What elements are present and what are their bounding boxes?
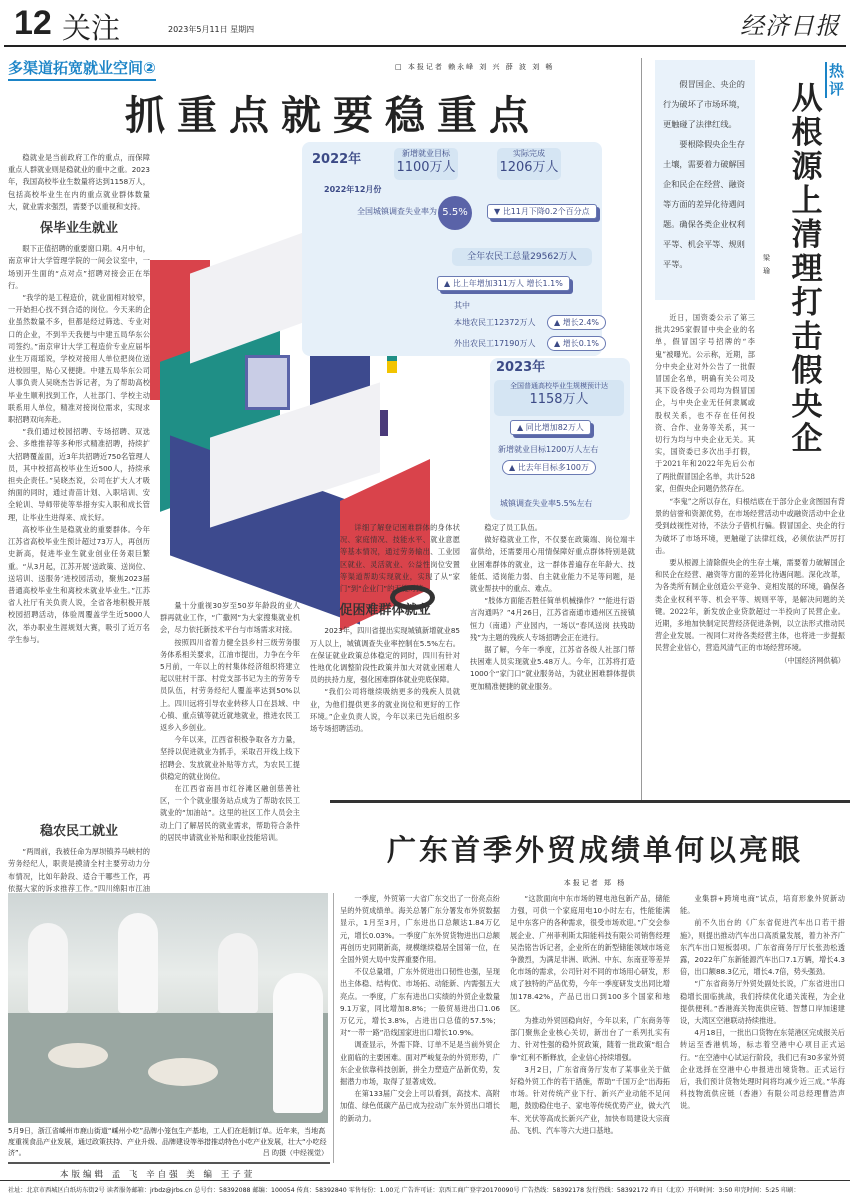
target-2023: 新增就业目标1200万人左右 <box>498 445 599 454</box>
target-2023-change: ▲ 比去年目标多100万 <box>502 460 596 475</box>
editor-credits: 本版编辑 孟 飞 辛自强 美 编 王子萱 <box>60 1170 256 1180</box>
graduates-change: ▲ 同比增加82万人 <box>510 420 591 435</box>
section-name: 关注 <box>62 11 121 45</box>
photo-worker <box>273 973 323 1113</box>
stat-label: 新增就业目标 <box>402 149 450 158</box>
paragraph: 据了解，今年一季度，江苏省各级人社部门帮扶困难人员实现就业5.48万人。今年，江苏将打造1000个“家门口”就业服务站，为就业困难群体提供更加精准便捷的就业服务。 <box>470 645 635 691</box>
caption-text: 5月9日，浙江省嵊州市鹿山街道“嵊州小吃”品牌小笼包生产基地，工人们在赶制订单。近年来，当地高度重视食品产业发展，通过政策扶持、产业升级、品牌建设等举措推动特色小吃产业发展，壮大“小吃经济”。 <box>8 1127 327 1157</box>
graduates-stat <box>494 380 624 416</box>
unemployment-value: 5.5% <box>438 196 472 230</box>
page-number: 12 <box>14 4 52 42</box>
header-rule <box>4 45 846 47</box>
caption-rule <box>8 1162 330 1164</box>
article-headline: 抓重点就要稳重点 <box>125 93 541 139</box>
paragraph: “我们公司将继续吸纳更多的残疾人员就业，为他们提供更多的就业岗位和更好的工作环境。”企业负责人说，今年以来已先后组织多场专场招聘活动。 <box>310 687 460 734</box>
stat-value: 1206万人 <box>499 160 559 175</box>
highlight-text: 要根除假央企生存土壤，需要着力破解国企和民企在经营、融资等方面的差异化待遇问题。确保各类企业权利平等、机会平等、规则平等。 <box>663 139 745 269</box>
paragraph: 量十分重视30岁至50岁年龄段的业人群再就业工作，“广撒网”为大家搜集就业机会，尽力依托新技术平台与市场需求对接。 <box>160 601 300 635</box>
paragraph: 3月2日，广东省商务厅发布了某事业关于做好稳外贸工作的若干措施，帮助“千国万企”出海拓市场。针对传统产业下行、新兴产业动能不足问题，鼓励稳住电子、家电等传统优势产业，做大汽车、光伏等高成长新兴产业，加快布局建设大宗商品、飞机、汽车等六大进口基地。 <box>510 1064 670 1135</box>
photo-worker <box>218 933 258 1013</box>
local-change: ▲ 增长2.4% <box>547 315 606 330</box>
photo-credit: 吕 昀摄（中经视觉） <box>262 1149 328 1157</box>
commentary-source: （中国经济网供稿） <box>780 655 845 665</box>
lead-paragraph: 稳就业是当前政府工作的重点，而保障重点人群就业则是稳就业的重中之重。2023年，我国高校毕业生数量将达到1158万人，包括高校毕业生在内的重点就业群体数量大，就业需求强烈，需要予以重视和支持。 <box>8 153 150 211</box>
paragraph: “这款面向中东市场的锂电池包新产品，储能力强，可供一个家庭用电10小时左右，性能能满足中东客户的各种需求，很受市场欢迎。”广交会参展企业、广州菲利斯太阳能科技有限公司销售经理吴浩铭告诉记者，企业所在的新型储能领域市场竞争激烈，为满足非洲、欧洲、中东、东南亚等差异化市场的需求，公司针对不同的市场用心研发，形成了独特的产品优势，今年一季度研发支出同比增加178.42%，产品已出口到100多个国家和地区。 <box>510 894 670 1013</box>
outbound-change: ▲ 增长0.1% <box>547 336 606 351</box>
article-column-2 <box>160 600 300 842</box>
paragraph: 在江西省南昌市红谷滩区融创慈善社区，一个个就业服务站点成为了帮助农民工就业的“加油站”。这里的社区工作人员会主动上门了解居民的就业需求，帮助符合条件的居民申请就业补贴和职业技能培训。 <box>160 784 300 842</box>
paragraph: “李鬼”之所以存在，归根结底在于部分企业贪图国有背景的信誉和资源优势，在市场经营活动中或融资活动中企业受到歧视性对待，不法分子借机行骗。假冒国企、央企的行为破坏了市场环境，更触碰了法律红线，必须依法严厉打击。 <box>655 497 845 555</box>
paragraph: 稳定了员工队伍。 <box>484 523 542 532</box>
column-divider <box>333 893 334 1163</box>
stat-label: 实际完成 <box>513 149 545 158</box>
monitor-icon <box>245 355 290 410</box>
photo-worker <box>118 913 158 1013</box>
subheading: 保毕业生就业 <box>39 221 118 237</box>
paragraph: 做好稳就业工作，不仅要在政策端、岗位端丰富供给，还需要用心用情保障好重点群体特别是就业困难群体的就业，这一群体普遍存在年龄大、技能低、适岗能力弱、自主就业能力不足等问题，是就业帮扶中的重点、难点。 <box>470 535 635 594</box>
photo-tray <box>48 1043 108 1068</box>
paragraph: 高校毕业生是稳就业的重要群体。今年江苏省高校毕业生预计超过73万人，再创历史新高，促进毕业生就业创业任务艰巨繁重。“从3月起，江苏开展‘送政策、送岗位、送培训、送服务’进校园活动，聚焦2023届普通高校毕业生和离校未就业毕业生。”江苏省人社厅有关负责人说，全省各地积极开展校园招聘活动，体验周覆盖学生近5000人次，举办职业生涯规划大赛，吸引了近万名学生参与。 <box>8 524 150 644</box>
commentary-headline: 从根源上清理打击假央企 <box>791 81 823 457</box>
article2-byline: 本报记者 郑 杨 <box>563 879 627 887</box>
article2-column-1 <box>340 893 500 1171</box>
infographic-2022-panel <box>302 142 602 356</box>
paragraph: “我学的是工程造价，就业面相对较窄，一开始担心找不到合适的岗位。今天来的企业虽然数量不多，但都是经过筛选、专业对口的企业，不到半天我便与中建五局华东公司签约。”南京审计大学工程造价专业应届毕业生万雨瑶说，学校对接用人单位把岗位送进校园里，贴心又便捷。中建五局华东公司人事负责人吴晓杰告诉记者，为了帮助高校毕业生顺利找到工作，人社部门、学校主动联系用人单位，精准对接岗位需求，实现求职招聘双向奔赴。 <box>8 293 150 425</box>
stat-value: 1158万人 <box>529 392 589 407</box>
paragraph: 前不久出台的《广东省促进汽车出口若干措施》，则提出推动汽车出口高质量发展，着力补齐广东汽车出口短板弱项。广东省商务厅厅长张劲松透露，2022年广东新能源汽车出口7.1万辆，增长4.3倍，出口额88.3亿元，增长4.7倍，势头强劲。 <box>680 918 845 977</box>
paragraph: “广东省商务厅外贸处副处长说，广东省进出口稳增长面临挑战，我们持续优化通关流程，为企业提供便利。”香港海关物流供应链、智慧口岸加速建设，大湾区空港联动持续推进。 <box>680 979 845 1026</box>
paragraph: 要从根源上清除假央企的生存土壤，需要着力破解国企和民企在经营、融资等方面的差异化待遇问题。深化改革，为各类所有制企业创造公平竞争、竞相发展的环境，确保各类企业权利平等、机会平等、规则平等，是解决问题的关键。2022年，新发放企业贷款超过一半投向了民营企业。近期，多地加快制定民营经济促进条例，以立法形式推动民营企业发展。一视同仁对待各类经营主体，也将进一步提振民营企业信心，营造风清气正的市场经营环境。 <box>655 558 845 653</box>
unemployment-change: ▼ 比11月下降0.2个百分点 <box>487 204 597 219</box>
paragraph: 在第133届广交会上可以看到，高技术、高附加值、绿色低碳产品已成为拉动广东外贸出口增长的新动力。 <box>340 1089 500 1123</box>
article-column-4 <box>470 522 635 798</box>
paragraph: 调查显示，外需下降、订单不足是当前外贸企业面临的主要困难。面对严峻复杂的外贸形势，广东企业依靠科技创新，拼全力塑造产品新优势，发掘潜力市场，取得了显著成效。 <box>340 1040 500 1087</box>
outbound-migrants: 外出农民工17190万人 <box>454 339 536 348</box>
stat-value: 1100万人 <box>396 160 456 175</box>
paragraph: “我们通过校园招聘、专场招聘、双选会、多维推荐等多种形式精准招聘，持续扩大招聘覆盖面，近3年共招聘近750名管理人员，其中校招高校毕业生近500人，持续承担央企责任。”吴晓杰说，公司在扩大人才吸纳面的同时，通过青苗计划、入职培训、安全轮训、导师带徒等举措夯实入职和成长管理，让毕业生进得来、成长好。 <box>8 427 150 522</box>
local-migrants: 本地农民工12372万人 <box>454 318 536 327</box>
paragraph: “两周前，我被任命为厚坝镇养马峡村的劳务经纪人，职责是摸清全村主要劳动力分布情况，比如年龄段、适合干哪些工作，再依据大家的诉求推荐工作。”四川绵阳市江油 <box>8 847 150 893</box>
publication-footer: 社址：北京市西城区白纸坊东街2号 读者服务邮箱：jrbdz@jrbs.cn 总号台：58392088 邮编：100054 传真：58392840 零售每份：1.00元 广告许可证：京西工商广登字20170090号 广告热线：58392178 发行热线：58392172 昨日（北京）开印时间：3:50 印完时间：5:25 印刷： <box>0 1180 850 1198</box>
subheading: 促困难群体就业 <box>339 603 431 619</box>
photo-tray <box>148 1058 218 1086</box>
issue-date: 2023年5月11日 星期四 <box>168 25 255 34</box>
stat-label: 全国普通高校毕业生规模预计达 <box>510 382 608 390</box>
photo-worker <box>28 923 68 1013</box>
paragraph: 一季度，外贸第一大省广东交出了一份亮点纷呈的外贸成绩单。海关总署广东分署发布外贸数据显示，1月至3月，广东进出口总额达1.84万亿元，增长0.03%。一季度广东外贸货物进出口总额再创历史同期新高，规模继续稳居全国第一位，在全国外贸大局中发挥重要作用。 <box>340 894 500 965</box>
article-column-1 <box>8 152 150 811</box>
paragraph: 4月18日，一批出口货物在东莞港区完成报关后转运至香港机场，标志着空港中心项目正式运行。“在空港中心试运行阶段，我们已有30多家外贸企业选择在空港中心申报进出境货物。正式运行后，我们预计货物处理时间将均减少近三成。”华海科技物流供应链（香港）有限公司总经理曹浩声说。 <box>680 1028 845 1111</box>
article2-column-2 <box>510 893 670 1171</box>
paragraph: 近日，国资委公示了第三批共295家假冒中央企业的名单，假冒国字号招牌的“李鬼”被曝光。公示称，近期，部分中央企业对外公告了一批假冒国企名单，明确有关公司及其下设各级子公司均为假冒国企，与中央企业无任何隶属或股权关系，也不存在任何投资、合作、业务等关系，其一切行为均与中央企业无关。其实，国资委已多次出手打假，于2021年和2022年先后公布了两批假冒国企名单，共计528家，但假央企问题仍然存在。 <box>655 313 755 493</box>
newspaper-logo: 经济日报 <box>740 12 840 40</box>
unemployment-2023: 城镇调查失业率5.5%左右 <box>500 499 593 508</box>
paragraph: 不仅总量增，广东外贸进出口韧性也强，呈现出主体稳、结构优、市场拓、动能新、内需强五大亮点。一季度，广东有进出口实绩的外贸企业数量9.1万家，同比增加8.8%；一般贸易进出口1.06万亿元，增长3.8%，占进出口总值的57.5%；对“一带一路”沿线国家进出口增长10.9%。 <box>340 967 500 1038</box>
section-rule <box>330 800 850 803</box>
migrant-change: ▲ 比上年增加311万人 增长1.1% <box>437 276 570 291</box>
series-kicker: 多渠道拓宽就业空间② <box>8 57 156 81</box>
paragraph: 为推动外贸回稳向好，今年以来，广东商务等部门聚焦企业核心关切，新出台了一系列扎实有力、针对性强的稳外贸政策，随着一批政策“组合拳”红利不断释放，企业信心持续增强。 <box>510 1016 670 1062</box>
infographic-2023-panel <box>490 358 630 520</box>
paragraph: 今年以来，江西省积极争取各方力量，坚持以促进就业为抓手，采取召开线上线下招聘会、发放就业补贴等方式，为农民工提供稳定的就业岗位。 <box>160 735 300 781</box>
unemployment-label: 全国城镇调查失业率为 <box>357 207 437 216</box>
paragraph: “肢体方面能否胜任简单机械操作？”“能进行语言沟通吗？”4月26日，江苏省南通市通州区五接镇恒力（南通）产业园内，一场以“春风送岗 扶残助残”为主题的残疾人专场招聘会正在进行。 <box>470 596 635 642</box>
stat-target <box>394 148 458 180</box>
commentary-label: 热评 <box>825 62 841 98</box>
photo-caption <box>8 1126 328 1159</box>
paragraph: 业集群+跨境电商”试点，培育形象外贸新动能。 <box>680 894 845 916</box>
article2-column-3 <box>680 893 845 1171</box>
highlight-text: 假冒国企、央企的行为破坏了市场环境，更触碰了法律红线。 <box>663 79 745 129</box>
commentary-author: 梁 瑜 <box>763 254 770 275</box>
subheading: 稳农民工就业 <box>39 824 118 839</box>
column-divider <box>641 58 642 800</box>
news-photo <box>8 893 328 1123</box>
commentary-body <box>655 496 845 794</box>
migrant-total: 全年农民工总量29562万人 <box>452 248 592 266</box>
person-figure <box>380 410 388 436</box>
commentary-highlight-box <box>655 60 755 300</box>
paragraph: 按照四川省着力健全县乡村三级劳务服务体系相关要求，江油市提出，力争在今年5月前，一年以上的村集体经济组织将建立起以驻村干部、村党支部书记为主的劳务专员队伍，村劳务经纪人覆盖率达到50%以上。四川远将引导农业转移人口在县域、中心镇、重点镇等就近就地就业，推进农民工返乡入乡创业。 <box>160 637 300 733</box>
month-label: 2022年12月份 <box>324 185 382 194</box>
stat-actual <box>497 148 561 180</box>
paragraph: 眼下正值招聘的重要窗口期。4月中旬，南京审计大学管理学院的一间会议室中，一场别开生面的“点对点”招聘对接会正在举行。 <box>8 244 150 290</box>
among-label: 其中 <box>454 301 470 310</box>
article-byline: □ 本报记者 赖永峰 刘 兴 薛 波 刘 畅 <box>395 63 555 71</box>
paragraph: 详细了解登记困难群体的身体状况、家庭情况、技能水平、就业意愿等基本情况，通过劳务输出、工业园区就业、灵活就业、公益性岗位安置等渠道帮助实现就业，实现了从“家门”到“企业门”的无缝对接。 <box>340 523 460 594</box>
article2-headline: 广东首季外贸成绩单何以亮眼 <box>386 833 803 867</box>
year-2022: 2022年 <box>312 152 362 167</box>
year-2023: 2023年 <box>496 360 546 375</box>
commentary-body-top <box>655 312 755 492</box>
paragraph: 2023年，四川省提出实现城镇新增就业85万人以上，城镇调查失业率控制在5.5%左右。在保证就业政策总体稳定的同时，四川有针对性地优化调整阶段性政策并加大对就业困难人员的扶持力度，强化困难群体就业兜底保障。 <box>310 626 460 685</box>
article-column-3 <box>310 500 460 798</box>
article-column-1b <box>8 816 150 893</box>
